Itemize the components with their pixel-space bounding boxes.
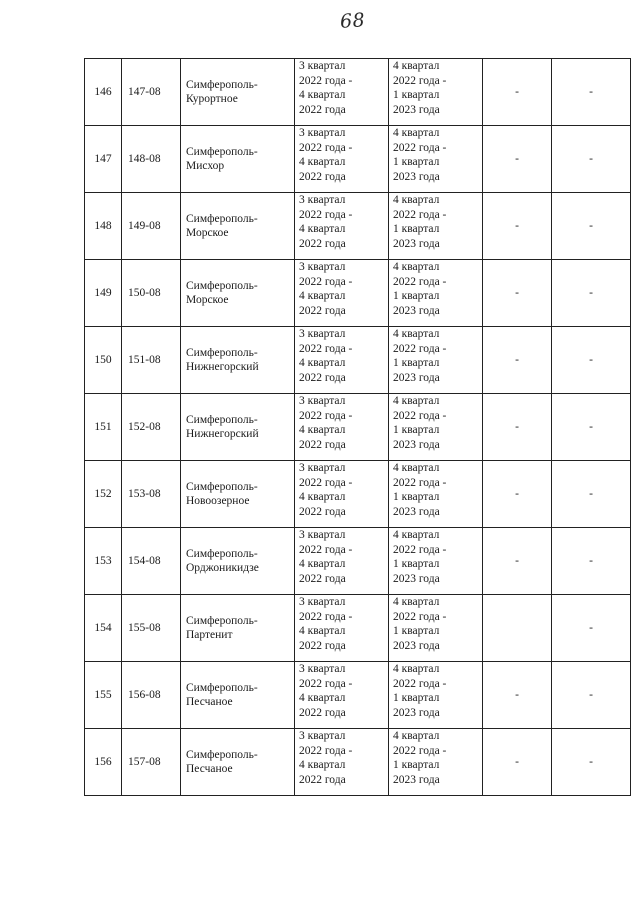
route-code-cell: 148-08 <box>122 126 181 193</box>
column-e-cell <box>483 461 552 528</box>
start-period-cell <box>295 327 389 394</box>
end-period-line: 2023 года <box>393 170 440 183</box>
table-row <box>85 193 631 260</box>
column-e-value: - <box>515 554 519 567</box>
route-name-line: Мисхор <box>186 160 225 172</box>
route-name-cell <box>181 528 295 595</box>
end-period-line: 2022 года - <box>393 476 447 489</box>
start-period-line: 2022 года <box>299 170 346 183</box>
route-name-line: Симферополь- <box>186 279 258 292</box>
start-period-line: 2022 года - <box>299 610 353 623</box>
column-e-cell <box>483 260 552 327</box>
start-period-line: 2022 года <box>299 371 346 384</box>
table-row <box>85 59 631 126</box>
column-f-value: - <box>589 688 593 701</box>
end-period-cell <box>389 662 483 729</box>
start-period-line: 2022 года - <box>299 677 353 690</box>
column-f-cell <box>552 193 631 260</box>
start-period-line: 2022 года <box>299 505 346 518</box>
table-row <box>85 260 631 327</box>
end-period-line: 1 квартал <box>393 290 440 302</box>
start-period-line: 3 квартал <box>299 596 346 608</box>
route-name-line: Симферополь- <box>186 748 258 761</box>
end-period-line: 1 квартал <box>393 692 440 704</box>
start-period-cell <box>295 595 389 662</box>
route-name-line: Симферополь- <box>186 212 258 225</box>
handwritten-page-number: 68 <box>339 9 366 33</box>
start-period-line: 2022 года - <box>299 342 353 355</box>
end-period-line: 2022 года - <box>393 409 447 422</box>
route-schedule-table <box>84 58 631 796</box>
table-row <box>85 394 631 461</box>
end-period-cell <box>389 461 483 528</box>
start-period-line: 2022 года - <box>299 744 353 757</box>
column-e-value: - <box>515 487 519 500</box>
end-period-line: 2023 года <box>393 505 440 518</box>
start-period-line: 2022 года <box>299 706 346 719</box>
route-name-cell <box>181 595 295 662</box>
column-f-value: - <box>589 621 593 634</box>
end-period-line: 2022 года - <box>393 74 447 87</box>
end-period-line: 4 квартал <box>393 328 440 340</box>
end-period-line: 2023 года <box>393 371 440 384</box>
end-period-cell <box>389 528 483 595</box>
start-period-line: 3 квартал <box>299 730 346 742</box>
column-e-cell <box>483 595 552 662</box>
end-period-line: 1 квартал <box>393 759 440 771</box>
start-period-line: 3 квартал <box>299 395 346 407</box>
start-period-cell <box>295 193 389 260</box>
start-period-line: 2022 года <box>299 639 346 652</box>
end-period-line: 2023 года <box>393 773 440 786</box>
end-period-cell <box>389 193 483 260</box>
start-period-cell <box>295 461 389 528</box>
end-period-line: 4 квартал <box>393 596 440 608</box>
start-period-cell <box>295 260 389 327</box>
end-period-line: 2023 года <box>393 304 440 317</box>
start-period-line: 2022 года - <box>299 476 353 489</box>
start-period-line: 2022 года - <box>299 74 353 87</box>
route-name-cell <box>181 394 295 461</box>
end-period-line: 1 квартал <box>393 625 440 637</box>
route-name-line: Симферополь- <box>186 614 258 627</box>
start-period-line: 4 квартал <box>299 290 346 302</box>
start-period-line: 4 квартал <box>299 759 346 771</box>
start-period-line: 2022 года - <box>299 275 353 288</box>
end-period-line: 2023 года <box>393 438 440 451</box>
end-period-line: 1 квартал <box>393 491 440 503</box>
route-name-cell <box>181 327 295 394</box>
end-period-line: 2023 года <box>393 237 440 250</box>
column-f-value: - <box>589 487 593 500</box>
column-e-value: - <box>515 152 519 165</box>
row-number-cell: 156 <box>85 729 122 796</box>
end-period-line: 4 квартал <box>393 261 440 273</box>
route-name-line: Симферополь- <box>186 681 258 694</box>
start-period-cell <box>295 394 389 461</box>
table-row <box>85 595 631 662</box>
column-f-value: - <box>589 554 593 567</box>
start-period-line: 3 квартал <box>299 663 346 675</box>
start-period-line: 3 квартал <box>299 529 346 541</box>
route-name-line: Симферополь- <box>186 480 258 493</box>
column-e-cell <box>483 327 552 394</box>
route-code-cell: 154-08 <box>122 528 181 595</box>
column-e-cell <box>483 662 552 729</box>
route-name-cell <box>181 193 295 260</box>
column-e-cell <box>483 528 552 595</box>
column-e-cell <box>483 394 552 461</box>
end-period-line: 2022 года - <box>393 677 447 690</box>
column-e-cell <box>483 729 552 796</box>
column-e-value: - <box>515 286 519 299</box>
route-code-cell: 155-08 <box>122 595 181 662</box>
route-name-cell <box>181 260 295 327</box>
start-period-line: 3 квартал <box>299 60 346 72</box>
start-period-line: 4 квартал <box>299 89 346 101</box>
end-period-line: 1 квартал <box>393 558 440 570</box>
route-name-cell <box>181 126 295 193</box>
route-name-line: Орджоникидзе <box>186 562 259 574</box>
column-f-cell <box>552 327 631 394</box>
column-e-value: - <box>515 219 519 232</box>
column-f-cell <box>552 729 631 796</box>
start-period-line: 3 квартал <box>299 261 346 273</box>
column-e-cell <box>483 126 552 193</box>
column-e-value: - <box>515 353 519 366</box>
start-period-line: 4 квартал <box>299 558 346 570</box>
table-row <box>85 327 631 394</box>
table-row <box>85 126 631 193</box>
column-e-value: - <box>515 688 519 701</box>
column-f-cell <box>552 662 631 729</box>
end-period-line: 1 квартал <box>393 223 440 235</box>
route-name-line: Курортное <box>186 93 238 105</box>
column-f-cell <box>552 59 631 126</box>
start-period-line: 3 квартал <box>299 328 346 340</box>
end-period-line: 2022 года - <box>393 275 447 288</box>
table-row <box>85 461 631 528</box>
end-period-cell <box>389 59 483 126</box>
route-name-line: Симферополь- <box>186 145 258 158</box>
start-period-line: 2022 года - <box>299 208 353 221</box>
start-period-line: 2022 года <box>299 572 346 585</box>
column-e-value: - <box>515 85 519 98</box>
route-name-line: Симферополь- <box>186 78 258 91</box>
end-period-line: 4 квартал <box>393 395 440 407</box>
route-code-cell: 156-08 <box>122 662 181 729</box>
route-name-line: Новоозерное <box>186 495 250 507</box>
route-name-cell <box>181 461 295 528</box>
column-f-cell <box>552 595 631 662</box>
route-name-line: Симферополь- <box>186 346 258 359</box>
route-code-cell: 150-08 <box>122 260 181 327</box>
route-code-cell: 157-08 <box>122 729 181 796</box>
route-code-cell: 152-08 <box>122 394 181 461</box>
route-name-line: Морское <box>186 294 229 306</box>
route-name-line: Нижнегорский <box>186 428 259 440</box>
start-period-line: 2022 года - <box>299 543 353 556</box>
start-period-line: 2022 года - <box>299 141 353 154</box>
start-period-line: 4 квартал <box>299 156 346 168</box>
route-name-line: Симферополь- <box>186 547 258 560</box>
end-period-line: 2023 года <box>393 103 440 116</box>
end-period-line: 1 квартал <box>393 357 440 369</box>
column-e-cell <box>483 59 552 126</box>
route-name-line: Песчаное <box>186 763 233 775</box>
start-period-line: 4 квартал <box>299 491 346 503</box>
end-period-line: 4 квартал <box>393 462 440 474</box>
column-f-value: - <box>589 85 593 98</box>
end-period-line: 2022 года - <box>393 141 447 154</box>
row-number-cell: 153 <box>85 528 122 595</box>
column-f-cell <box>552 528 631 595</box>
end-period-line: 2022 года - <box>393 543 447 556</box>
column-e-value: - <box>515 420 519 433</box>
row-number-cell: 151 <box>85 394 122 461</box>
end-period-line: 2022 года - <box>393 610 447 623</box>
end-period-line: 4 квартал <box>393 663 440 675</box>
start-period-cell <box>295 662 389 729</box>
start-period-line: 2022 года <box>299 438 346 451</box>
column-e-value: - <box>515 755 519 768</box>
start-period-line: 3 квартал <box>299 127 346 139</box>
row-number-cell: 152 <box>85 461 122 528</box>
end-period-line: 4 квартал <box>393 194 440 206</box>
start-period-cell <box>295 126 389 193</box>
start-period-line: 2022 года <box>299 304 346 317</box>
route-name-line: Песчаное <box>186 696 233 708</box>
end-period-line: 4 квартал <box>393 529 440 541</box>
column-f-value: - <box>589 353 593 366</box>
end-period-line: 1 квартал <box>393 156 440 168</box>
end-period-line: 2022 года - <box>393 342 447 355</box>
route-name-line: Партенит <box>186 629 233 641</box>
row-number-cell: 147 <box>85 126 122 193</box>
end-period-line: 4 квартал <box>393 730 440 742</box>
row-number-cell: 149 <box>85 260 122 327</box>
end-period-cell <box>389 729 483 796</box>
start-period-line: 4 квартал <box>299 625 346 637</box>
start-period-line: 4 квартал <box>299 692 346 704</box>
start-period-line: 4 квартал <box>299 357 346 369</box>
row-number-cell: 146 <box>85 59 122 126</box>
column-f-value: - <box>589 755 593 768</box>
start-period-line: 2022 года <box>299 103 346 116</box>
end-period-line: 2023 года <box>393 706 440 719</box>
start-period-cell <box>295 528 389 595</box>
route-name-cell <box>181 662 295 729</box>
route-name-cell <box>181 59 295 126</box>
route-name-line: Симферополь- <box>186 413 258 426</box>
start-period-cell <box>295 729 389 796</box>
start-period-line: 4 квартал <box>299 424 346 436</box>
column-f-value: - <box>589 219 593 232</box>
column-f-value: - <box>589 152 593 165</box>
route-code-cell: 153-08 <box>122 461 181 528</box>
end-period-cell <box>389 394 483 461</box>
end-period-cell <box>389 595 483 662</box>
row-number-cell: 148 <box>85 193 122 260</box>
table-row <box>85 662 631 729</box>
end-period-cell <box>389 126 483 193</box>
start-period-cell <box>295 59 389 126</box>
table-body <box>85 59 631 796</box>
start-period-line: 3 квартал <box>299 462 346 474</box>
route-code-cell: 149-08 <box>122 193 181 260</box>
end-period-line: 4 квартал <box>393 127 440 139</box>
route-name-line: Морское <box>186 227 229 239</box>
end-period-line: 1 квартал <box>393 89 440 101</box>
table-row <box>85 528 631 595</box>
route-name-line: Нижнегорский <box>186 361 259 373</box>
column-f-cell <box>552 394 631 461</box>
end-period-line: 2023 года <box>393 639 440 652</box>
end-period-line: 1 квартал <box>393 424 440 436</box>
end-period-line: 2023 года <box>393 572 440 585</box>
row-number-cell: 155 <box>85 662 122 729</box>
start-period-line: 2022 года <box>299 773 346 786</box>
start-period-line: 2022 года - <box>299 409 353 422</box>
column-f-cell <box>552 126 631 193</box>
end-period-line: 2022 года - <box>393 744 447 757</box>
start-period-line: 4 квартал <box>299 223 346 235</box>
row-number-cell: 154 <box>85 595 122 662</box>
route-code-cell: 147-08 <box>122 59 181 126</box>
table-row <box>85 729 631 796</box>
column-f-cell <box>552 260 631 327</box>
start-period-line: 2022 года <box>299 237 346 250</box>
end-period-cell <box>389 260 483 327</box>
column-f-value: - <box>589 420 593 433</box>
end-period-line: 4 квартал <box>393 60 440 72</box>
end-period-line: 2022 года - <box>393 208 447 221</box>
column-f-cell <box>552 461 631 528</box>
route-code-cell: 151-08 <box>122 327 181 394</box>
row-number-cell: 150 <box>85 327 122 394</box>
start-period-line: 3 квартал <box>299 194 346 206</box>
column-f-value: - <box>589 286 593 299</box>
column-e-cell <box>483 193 552 260</box>
route-name-cell <box>181 729 295 796</box>
end-period-cell <box>389 327 483 394</box>
